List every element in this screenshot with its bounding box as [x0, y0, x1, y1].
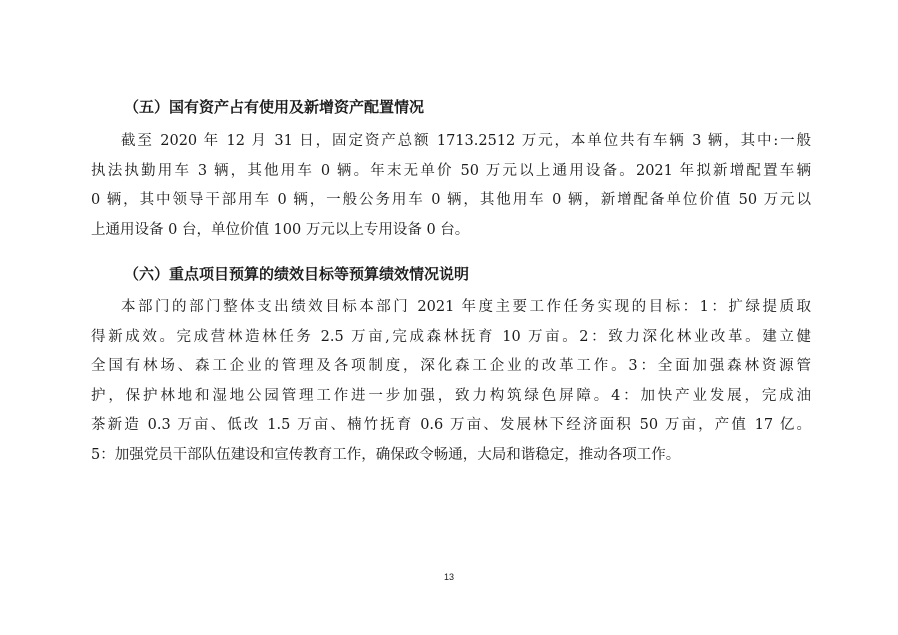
paragraph-line: 本部门的部门整体支出绩效目标本部门 2021 年度主要工作任务实现的目标：1：扩绿提质取 — [121, 299, 811, 315]
paragraph-performance — [91, 293, 811, 470]
page-number: 13 — [443, 572, 454, 582]
paragraph-line: 全国有林场、森工企业的管理及各项制度，深化森工企业的改革工作。3：全面加强森林资源管 — [91, 358, 811, 374]
paragraph-line: 上通用设备 0 台，单位价值 100 万元以上专用设备 0 台。 — [91, 221, 470, 238]
paragraph-line: 5：加强党员干部队伍建设和宣传教育工作，确保政令畅通，大局和谐稳定，推动各项工作。 — [91, 446, 681, 463]
paragraph-line: 得新成效。完成营林造林任务 2.5 万亩,完成森林抚育 10 万亩。2：致力深化林业改革。建立健 — [91, 328, 811, 345]
paragraph-line: 执法执勤用车 3 辆，其他用车 0 辆。年末无单价 50 万元以上通用设备。2021 年拟新增配置车辆 — [91, 162, 811, 179]
paragraph-line: 0 辆，其中领导干部用车 0 辆，一般公务用车 0 辆，其他用车 0 辆，新增配备单位价值 50 万元以 — [91, 192, 811, 208]
section-heading-assets: （五）国有资产占有使用及新增资产配置情况 — [124, 98, 425, 116]
paragraph-line: 截至 2020 年 12 月 31 日，固定资产总额 1713.2512 万元，本单位共有车辆 3 辆，其中:一般 — [121, 133, 811, 149]
paragraph-line: 护，保护林地和湿地公园管理工作进一步加强，致力构筑绿色屏障。4：加快产业发展，完成油 — [91, 387, 811, 404]
paragraph-assets — [91, 127, 811, 245]
paragraph-line: 茶新造 0.3 万亩、低改 1.5 万亩、楠竹抚育 0.6 万亩、发展林下经济面积 50 万亩，产值 17 亿。 — [91, 417, 811, 433]
section-heading-performance: （六）重点项目预算的绩效目标等预算绩效情况说明 — [124, 265, 470, 283]
